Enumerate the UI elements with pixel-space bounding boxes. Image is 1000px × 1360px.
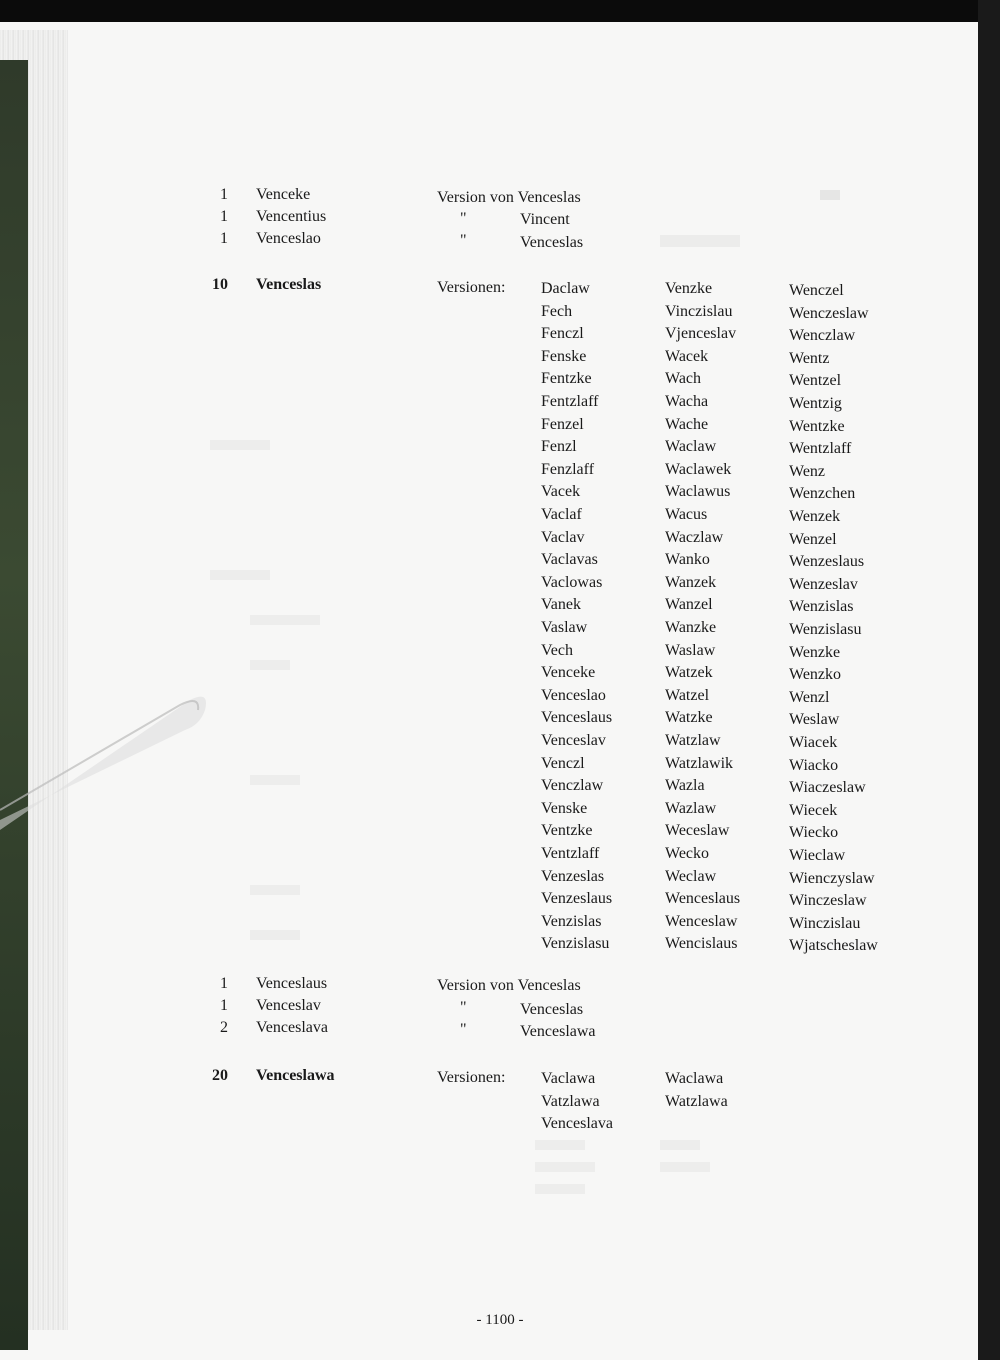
- version-name: Wenceslaw: [665, 912, 738, 930]
- version-name: Wencislaus: [665, 935, 738, 953]
- entry-name: Vencentius: [256, 208, 327, 225]
- version-name: Wenzke: [789, 643, 841, 661]
- entry-name: Venceslava: [256, 1019, 328, 1036]
- version-name: Wenz: [789, 462, 826, 480]
- version-name: Wenczeslaw: [789, 304, 869, 322]
- version-name: Venceslao: [541, 686, 606, 704]
- entry-count: 1: [220, 230, 228, 247]
- version-name: Venceke: [541, 664, 596, 682]
- entry-name: Venceke: [256, 186, 311, 203]
- version-name: Vaclowas: [541, 573, 603, 591]
- second-entry-count: 20: [212, 1067, 228, 1084]
- version-name: Watzlawik: [665, 754, 734, 772]
- versions-label: Versionen:: [437, 279, 506, 296]
- version-name: Wenzislasu: [789, 621, 862, 638]
- version-name: Venzeslaus: [541, 890, 613, 908]
- version-name: Watzlawa: [665, 1092, 728, 1110]
- version-name: Wiaczeslaw: [789, 779, 866, 797]
- second-entry-name: Venceslawa: [256, 1067, 335, 1084]
- version-name: Wanko: [665, 551, 710, 569]
- version-name: Vaclaf: [541, 506, 582, 523]
- version-name: Fenczl: [541, 325, 584, 343]
- version-name: Wacha: [665, 393, 709, 410]
- version-name: Waczlaw: [665, 528, 724, 546]
- version-name: Winczeslaw: [789, 892, 867, 910]
- version-name: Vaclawa: [541, 1070, 596, 1087]
- version-name: Fenzlaff: [541, 460, 595, 478]
- version-name: Wenzeslaus: [789, 553, 865, 571]
- entry-name: Venceslao: [256, 230, 321, 247]
- version-name: Watzke: [665, 709, 713, 727]
- version-name: Wenzel: [789, 530, 837, 548]
- entry-note: Version von Venceslas: [437, 977, 581, 994]
- version-name: Weslaw: [789, 711, 840, 729]
- version-name: Wache: [665, 415, 709, 433]
- version-name: Wiacek: [789, 734, 838, 751]
- version-name: Venzislasu: [541, 935, 610, 953]
- version-name: Wiecko: [789, 824, 839, 842]
- entry-ref: Venceslas: [520, 1001, 584, 1018]
- version-name: Venzislas: [541, 912, 602, 930]
- version-name: Venzke: [665, 280, 713, 297]
- version-name: Wecko: [665, 845, 710, 862]
- scan-right-border: [978, 0, 1000, 1360]
- scan-clip-overlay: [0, 680, 230, 840]
- version-name: Vaslaw: [541, 619, 588, 636]
- version-name: Fech: [541, 302, 573, 320]
- version-name: Vatzlawa: [541, 1092, 600, 1110]
- version-name: Wieclaw: [789, 847, 846, 864]
- version-name: Weceslaw: [665, 822, 730, 840]
- version-name: Wenzeslav: [789, 575, 858, 593]
- version-name: Vinczislau: [665, 302, 733, 320]
- version-name: Vanek: [541, 596, 581, 614]
- main-entry-name: Venceslas: [256, 276, 322, 293]
- ditto-mark: ": [460, 210, 467, 227]
- version-name: Wazlaw: [665, 799, 717, 817]
- version-name: Fentzlaff: [541, 393, 599, 410]
- version-name: Daclaw: [541, 280, 590, 297]
- ditto-mark: ": [460, 999, 467, 1016]
- version-name: Wach: [665, 370, 702, 388]
- main-entry-count: 10: [212, 276, 228, 293]
- version-name: Fentzke: [541, 370, 592, 388]
- version-name: Venceslav: [541, 732, 606, 749]
- version-name: Wenceslaus: [665, 890, 741, 908]
- version-name: Wiecek: [789, 801, 838, 819]
- ditto-mark: ": [460, 232, 467, 249]
- version-name: Waclawek: [665, 460, 732, 478]
- version-name: Weclaw: [665, 867, 717, 885]
- entry-note: Version von Venceslas: [437, 189, 581, 206]
- entry-count: 1: [220, 186, 228, 203]
- version-name: Winczislau: [789, 914, 861, 932]
- version-name: Wjatscheslaw: [789, 937, 878, 955]
- entry-ref: Venceslas: [520, 234, 584, 251]
- version-name: Venceslava: [541, 1115, 613, 1133]
- page-number: - 1100 -: [476, 1312, 524, 1328]
- version-name: Watzek: [665, 664, 713, 682]
- entry-count: 1: [220, 975, 228, 992]
- version-name: Waslaw: [665, 641, 716, 659]
- ditto-mark: ": [460, 1021, 467, 1038]
- version-name: Vacek: [541, 483, 581, 501]
- version-name: Ventzke: [541, 822, 593, 840]
- version-name: Wacus: [665, 506, 708, 523]
- version-name: Wenzislas: [789, 598, 854, 616]
- version-name: Wanzke: [665, 619, 717, 636]
- version-name: Wienczyslaw: [789, 869, 875, 887]
- version-name: Waclaw: [665, 438, 717, 456]
- version-name: Wanzek: [665, 573, 717, 591]
- version-name: Ventzlaff: [541, 845, 600, 862]
- entry-count: 2: [220, 1019, 228, 1036]
- entry-count: 1: [220, 208, 228, 225]
- version-name: Venczlaw: [541, 777, 604, 795]
- version-name: Venzeslas: [541, 867, 605, 885]
- version-name: Wentzlaff: [789, 440, 852, 458]
- version-name: Wentzke: [789, 417, 845, 435]
- version-name: Fenzl: [541, 438, 577, 456]
- entry-name: Venceslaus: [256, 975, 328, 992]
- version-name: Waclawa: [665, 1070, 724, 1087]
- version-name: Watzel: [665, 686, 710, 704]
- version-name: Venceslaus: [541, 709, 613, 727]
- entry-ref: Vincent: [520, 211, 570, 228]
- version-name: Fenzel: [541, 415, 584, 433]
- version-name: Watzlaw: [665, 732, 721, 749]
- version-name: Wacek: [665, 347, 709, 365]
- entry-ref: Venceslawa: [520, 1023, 596, 1040]
- version-name: Vaclav: [541, 528, 585, 546]
- version-name: Wenzko: [789, 666, 842, 684]
- version-name: Fenske: [541, 347, 587, 365]
- scan-top-border: [0, 0, 1000, 22]
- version-name: Vjenceslav: [665, 325, 737, 343]
- version-name: Wentzel: [789, 372, 842, 390]
- version-name: Wenczlaw: [789, 327, 856, 345]
- versions-label: Versionen:: [437, 1069, 506, 1086]
- version-name: Vech: [541, 641, 573, 659]
- version-name: Wentz: [789, 349, 830, 367]
- entry-count: 1: [220, 997, 228, 1014]
- version-name: Wenczel: [789, 282, 844, 299]
- version-name: Wanzel: [665, 596, 713, 614]
- version-name: Vaclavas: [541, 551, 598, 569]
- version-name: Wazla: [665, 777, 705, 795]
- version-name: Wenzl: [789, 688, 830, 706]
- version-name: Wenzchen: [789, 485, 856, 503]
- entry-name: Venceslav: [256, 997, 321, 1014]
- version-name: Venczl: [541, 754, 585, 772]
- version-name: Wenzek: [789, 508, 841, 525]
- version-name: Wiacko: [789, 756, 839, 774]
- version-name: Waclawus: [665, 483, 731, 501]
- version-name: Wentzig: [789, 395, 842, 412]
- version-name: Venske: [541, 799, 588, 817]
